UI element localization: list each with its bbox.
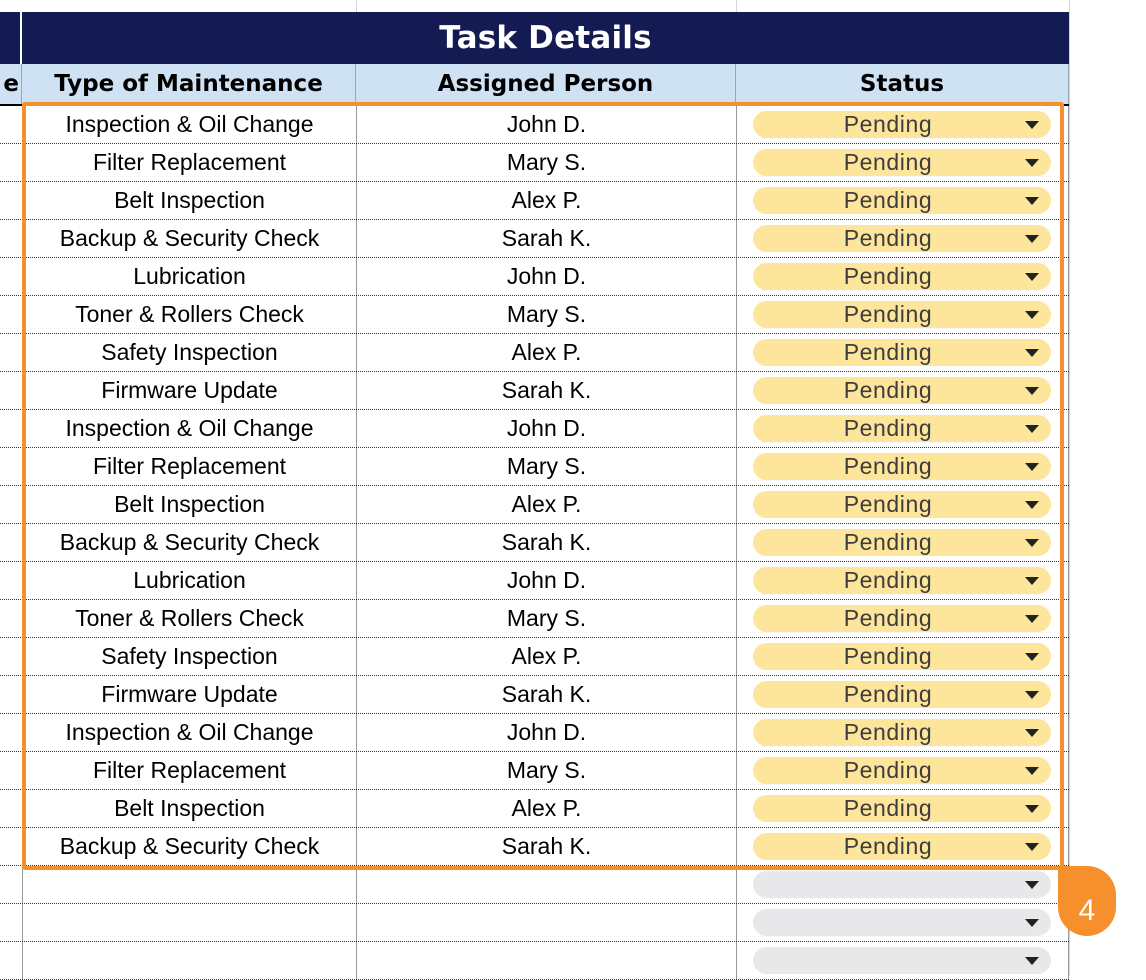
table-row <box>0 714 1069 752</box>
status-dropdown[interactable] <box>753 225 1051 252</box>
chevron-down-icon[interactable] <box>1025 159 1039 167</box>
cell-type-of-maintenance[interactable]: Lubrication <box>22 562 356 599</box>
cell-type-of-maintenance[interactable]: Belt Inspection <box>22 790 356 827</box>
cell-type-of-maintenance[interactable]: Toner & Rollers Check <box>22 600 356 637</box>
chevron-down-icon[interactable] <box>1025 425 1039 433</box>
cell-assigned-person[interactable]: Alex P. <box>356 790 736 827</box>
status-dropdown-value: Pending <box>843 225 933 251</box>
table-row <box>0 828 1069 866</box>
status-dropdown[interactable] <box>753 909 1051 936</box>
title-bar-stub <box>0 12 20 64</box>
cell-status[interactable] <box>736 904 1069 941</box>
cell-assigned-person[interactable]: Mary S. <box>356 600 736 637</box>
chevron-down-icon[interactable] <box>1025 957 1039 965</box>
cell-status[interactable] <box>736 334 1069 371</box>
table-row <box>0 106 1069 144</box>
cell-type-of-maintenance[interactable] <box>22 866 356 903</box>
cell-status[interactable] <box>736 942 1069 979</box>
cell-assigned-person[interactable]: Alex P. <box>356 334 736 371</box>
cell-type-of-maintenance[interactable] <box>22 942 356 979</box>
header-cell-stub[interactable]: e <box>0 64 22 104</box>
cell-status[interactable] <box>736 562 1069 599</box>
cell-type-of-maintenance[interactable]: Safety Inspection <box>22 638 356 675</box>
status-dropdown[interactable] <box>753 111 1051 138</box>
status-dropdown-value: Pending <box>843 453 933 479</box>
stub-cell[interactable] <box>0 410 22 447</box>
table-row <box>0 182 1069 220</box>
stub-cell[interactable] <box>0 638 22 675</box>
status-dropdown-value: Pending <box>843 605 933 631</box>
status-dropdown[interactable] <box>753 415 1051 442</box>
cell-type-of-maintenance[interactable]: Filter Replacement <box>22 144 356 181</box>
cell-assigned-person[interactable]: John D. <box>356 258 736 295</box>
cell-type-of-maintenance[interactable]: Firmware Update <box>22 372 356 409</box>
table-row <box>0 258 1069 296</box>
table-row <box>0 296 1069 334</box>
stub-cell[interactable] <box>0 220 22 257</box>
cell-status[interactable] <box>736 676 1069 713</box>
status-dropdown[interactable] <box>753 795 1051 822</box>
column-divider <box>1069 0 1070 976</box>
table-row <box>0 372 1069 410</box>
cell-type-of-maintenance[interactable]: Inspection & Oil Change <box>22 714 356 751</box>
cell-status[interactable] <box>736 638 1069 675</box>
status-dropdown-value: Pending <box>843 111 933 137</box>
table-row <box>0 904 1069 942</box>
status-dropdown-value: Pending <box>843 681 933 707</box>
cell-type-of-maintenance[interactable]: Backup & Security Check <box>22 524 356 561</box>
cell-status[interactable] <box>736 258 1069 295</box>
chevron-down-icon[interactable] <box>1025 501 1039 509</box>
cell-assigned-person[interactable]: Sarah K. <box>356 220 736 257</box>
stub-cell[interactable] <box>0 904 22 941</box>
chevron-down-icon[interactable] <box>1025 311 1039 319</box>
cell-assigned-person[interactable]: Sarah K. <box>356 524 736 561</box>
header-row <box>0 64 1069 106</box>
stub-cell[interactable] <box>0 106 22 143</box>
cell-assigned-person[interactable]: Alex P. <box>356 638 736 675</box>
cell-status[interactable] <box>736 752 1069 789</box>
status-dropdown[interactable] <box>753 339 1051 366</box>
chevron-down-icon[interactable] <box>1025 577 1039 585</box>
status-dropdown[interactable] <box>753 263 1051 290</box>
stub-cell[interactable] <box>0 790 22 827</box>
status-dropdown[interactable] <box>753 871 1051 898</box>
cell-assigned-person[interactable] <box>356 866 736 903</box>
chevron-down-icon[interactable] <box>1025 273 1039 281</box>
status-dropdown[interactable] <box>753 491 1051 518</box>
cell-type-of-maintenance[interactable] <box>22 904 356 941</box>
stub-cell[interactable] <box>0 182 22 219</box>
cell-assigned-person[interactable]: Sarah K. <box>356 372 736 409</box>
header-status[interactable]: Status <box>736 64 1069 104</box>
status-dropdown-value: Pending <box>843 339 933 365</box>
cell-type-of-maintenance[interactable]: Inspection & Oil Change <box>22 410 356 447</box>
status-dropdown-value: Pending <box>843 377 933 403</box>
cell-status[interactable] <box>736 714 1069 751</box>
cell-status[interactable] <box>736 828 1069 865</box>
chevron-down-icon[interactable] <box>1025 881 1039 889</box>
chevron-down-icon[interactable] <box>1025 767 1039 775</box>
status-dropdown[interactable] <box>753 149 1051 176</box>
cell-type-of-maintenance[interactable]: Toner & Rollers Check <box>22 296 356 333</box>
cell-status[interactable] <box>736 866 1069 903</box>
cell-type-of-maintenance[interactable]: Filter Replacement <box>22 752 356 789</box>
stub-cell[interactable] <box>0 828 22 865</box>
cell-assigned-person[interactable]: John D. <box>356 410 736 447</box>
status-dropdown-value: Pending <box>843 187 933 213</box>
status-dropdown-value: Pending <box>843 567 933 593</box>
cell-assigned-person[interactable]: Mary S. <box>356 448 736 485</box>
step-callout-badge: 4 <box>1058 866 1116 936</box>
table-row <box>0 144 1069 182</box>
stub-cell[interactable] <box>0 296 22 333</box>
status-dropdown-value: Pending <box>843 149 933 175</box>
table-row <box>0 942 1069 980</box>
cell-type-of-maintenance[interactable]: Lubrication <box>22 258 356 295</box>
cell-assigned-person[interactable]: John D. <box>356 106 736 143</box>
stub-cell[interactable] <box>0 600 22 637</box>
status-dropdown[interactable] <box>753 187 1051 214</box>
stub-cell[interactable] <box>0 524 22 561</box>
cell-status[interactable] <box>736 372 1069 409</box>
status-dropdown-value: Pending <box>843 795 933 821</box>
stub-cell[interactable] <box>0 942 22 979</box>
cell-assigned-person[interactable]: John D. <box>356 562 736 599</box>
status-dropdown[interactable] <box>753 529 1051 556</box>
cell-type-of-maintenance[interactable]: Backup & Security Check <box>22 220 356 257</box>
chevron-down-icon[interactable] <box>1025 463 1039 471</box>
cell-status[interactable] <box>736 486 1069 523</box>
status-dropdown-value: Pending <box>843 719 933 745</box>
cell-status[interactable] <box>736 182 1069 219</box>
status-dropdown[interactable] <box>753 301 1051 328</box>
cell-assigned-person[interactable] <box>356 942 736 979</box>
cell-type-of-maintenance[interactable]: Safety Inspection <box>22 334 356 371</box>
cell-assigned-person[interactable]: Mary S. <box>356 296 736 333</box>
chevron-down-icon[interactable] <box>1025 235 1039 243</box>
cell-status[interactable] <box>736 790 1069 827</box>
chevron-down-icon[interactable] <box>1025 919 1039 927</box>
cell-assigned-person[interactable]: Alex P. <box>356 182 736 219</box>
stub-cell[interactable] <box>0 334 22 371</box>
stub-cell[interactable] <box>0 486 22 523</box>
cell-assigned-person[interactable]: Mary S. <box>356 752 736 789</box>
cell-status[interactable] <box>736 106 1069 143</box>
table-row <box>0 524 1069 562</box>
chevron-down-icon[interactable] <box>1025 197 1039 205</box>
stub-cell[interactable] <box>0 144 22 181</box>
cell-assigned-person[interactable]: Sarah K. <box>356 676 736 713</box>
cell-type-of-maintenance[interactable]: Firmware Update <box>22 676 356 713</box>
table-row <box>0 600 1069 638</box>
table-row <box>0 638 1069 676</box>
table-row <box>0 790 1069 828</box>
status-dropdown-value: Pending <box>843 263 933 289</box>
cell-type-of-maintenance[interactable]: Backup & Security Check <box>22 828 356 865</box>
cell-status[interactable] <box>736 144 1069 181</box>
stub-cell[interactable] <box>0 258 22 295</box>
stub-cell[interactable] <box>0 676 22 713</box>
stub-cell[interactable] <box>0 714 22 751</box>
status-dropdown-value: Pending <box>843 491 933 517</box>
cell-type-of-maintenance[interactable]: Belt Inspection <box>22 486 356 523</box>
table-row <box>0 448 1069 486</box>
status-dropdown-value: Pending <box>843 833 933 859</box>
chevron-down-icon[interactable] <box>1025 691 1039 699</box>
cell-assigned-person[interactable] <box>356 904 736 941</box>
cell-assigned-person[interactable]: Mary S. <box>356 144 736 181</box>
table-row <box>0 752 1069 790</box>
section-title: Task Details <box>22 12 1069 64</box>
status-dropdown[interactable] <box>753 605 1051 632</box>
cell-assigned-person[interactable]: Alex P. <box>356 486 736 523</box>
table-row <box>0 676 1069 714</box>
status-dropdown-value: Pending <box>843 643 933 669</box>
table-row <box>0 486 1069 524</box>
cell-type-of-maintenance[interactable]: Filter Replacement <box>22 448 356 485</box>
cell-assigned-person[interactable]: John D. <box>356 714 736 751</box>
table-row <box>0 334 1069 372</box>
stub-cell[interactable] <box>0 866 22 903</box>
chevron-down-icon[interactable] <box>1025 349 1039 357</box>
chevron-down-icon[interactable] <box>1025 121 1039 129</box>
status-dropdown-value: Pending <box>843 415 933 441</box>
table-row <box>0 866 1069 904</box>
chevron-down-icon[interactable] <box>1025 653 1039 661</box>
header-type-of-maintenance[interactable]: Type of Maintenance <box>22 64 356 104</box>
status-dropdown[interactable] <box>753 947 1051 974</box>
stub-cell[interactable] <box>0 448 22 485</box>
cell-status[interactable] <box>736 220 1069 257</box>
chevron-down-icon[interactable] <box>1025 729 1039 737</box>
table-row <box>0 410 1069 448</box>
stub-cell[interactable] <box>0 372 22 409</box>
stub-cell[interactable] <box>0 562 22 599</box>
status-dropdown[interactable] <box>753 643 1051 670</box>
stub-cell[interactable] <box>0 752 22 789</box>
cell-type-of-maintenance[interactable]: Belt Inspection <box>22 182 356 219</box>
status-dropdown[interactable] <box>753 719 1051 746</box>
header-assigned-person[interactable]: Assigned Person <box>356 64 736 104</box>
chevron-down-icon[interactable] <box>1025 387 1039 395</box>
status-dropdown[interactable] <box>753 567 1051 594</box>
chevron-down-icon[interactable] <box>1025 615 1039 623</box>
cell-status[interactable] <box>736 296 1069 333</box>
status-dropdown-value: Pending <box>843 529 933 555</box>
status-dropdown[interactable] <box>753 833 1051 860</box>
status-dropdown-value: Pending <box>843 301 933 327</box>
cell-status[interactable] <box>736 448 1069 485</box>
status-dropdown[interactable] <box>753 681 1051 708</box>
status-dropdown-value: Pending <box>843 757 933 783</box>
chevron-down-icon[interactable] <box>1025 805 1039 813</box>
cell-status[interactable] <box>736 524 1069 561</box>
table-row <box>0 220 1069 258</box>
chevron-down-icon[interactable] <box>1025 539 1039 547</box>
cell-status[interactable] <box>736 600 1069 637</box>
status-dropdown[interactable] <box>753 377 1051 404</box>
table-row <box>0 562 1069 600</box>
status-dropdown[interactable] <box>753 757 1051 784</box>
cell-status[interactable] <box>736 410 1069 447</box>
chevron-down-icon[interactable] <box>1025 843 1039 851</box>
status-dropdown[interactable] <box>753 453 1051 480</box>
cell-assigned-person[interactable]: Sarah K. <box>356 828 736 865</box>
cell-type-of-maintenance[interactable]: Inspection & Oil Change <box>22 106 356 143</box>
